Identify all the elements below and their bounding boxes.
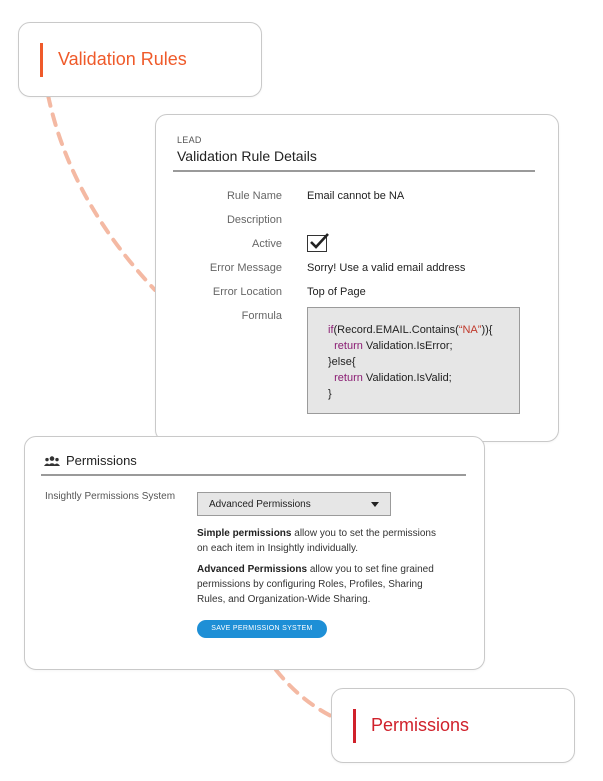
advanced-permissions-description — [197, 562, 447, 607]
field-label: Rule Name — [226, 190, 282, 202]
permissions-system-label: Insightly Permissions System — [45, 491, 176, 502]
field-active — [156, 238, 558, 258]
permissions-system-select[interactable] — [197, 492, 391, 516]
formula-line: } — [328, 388, 332, 400]
permissions-header — [44, 453, 137, 468]
field-label: Error Location — [212, 286, 282, 298]
callout-accent-bar — [353, 709, 356, 743]
field-label: Active — [252, 238, 282, 250]
users-icon — [44, 456, 60, 466]
callout-label: Permissions — [371, 715, 470, 735]
field-error-message — [156, 262, 558, 282]
formula-code-box[interactable] — [307, 307, 520, 414]
field-description — [156, 214, 558, 234]
callout-accent-bar — [40, 43, 43, 77]
code-text: (Record.EMAIL.Contains( — [333, 324, 459, 336]
term-bold: Advanced Permissions — [197, 564, 308, 575]
simple-permissions-description — [197, 526, 447, 556]
code-string: “NA” — [458, 324, 482, 336]
field-error-location — [156, 286, 558, 306]
formula-line — [328, 322, 519, 338]
rule-name-value: Email cannot be NA — [307, 190, 405, 202]
code-text: Validation.IsValid; — [362, 372, 452, 384]
error-location-value: Top of Page — [307, 286, 366, 298]
active-checkbox[interactable] — [307, 235, 327, 252]
page-title: Validation Rule Details — [177, 148, 317, 164]
callout-label: Validation Rules — [58, 49, 187, 69]
field-label: Formula — [241, 310, 282, 322]
code-keyword: return — [334, 340, 363, 352]
field-label: Description — [226, 214, 282, 226]
term-bold: Simple permissions — [197, 528, 292, 539]
formula-line: }else{ — [328, 356, 356, 368]
save-permission-system-button[interactable]: SAVE PERMISSION SYSTEM — [197, 620, 327, 638]
description-text: allow you to set the permissions on each item in Insightly individually. — [197, 528, 436, 554]
code-text: Validation.IsError; — [362, 340, 453, 352]
selected-value: Advanced Permissions — [209, 499, 311, 510]
formula-line — [328, 338, 519, 354]
validation-rule-details-card — [155, 114, 559, 442]
section-divider — [41, 474, 466, 476]
title-divider — [173, 170, 535, 172]
checkmark-icon — [308, 232, 330, 252]
code-keyword: if — [328, 324, 334, 336]
description-text: allow you to set fine grained permissions by configuring Roles, Profiles, Sharing Rules, and Organization-Wide Sharing. — [197, 564, 434, 605]
callout-validation-rules — [18, 22, 262, 97]
chevron-down-icon — [371, 502, 379, 507]
error-message-value: Sorry! Use a valid email address — [307, 262, 466, 274]
permissions-card — [24, 436, 485, 670]
section-title: Permissions — [66, 453, 137, 468]
field-label: Error Message — [209, 262, 282, 274]
formula-line — [328, 370, 519, 386]
code-text: )){ — [481, 324, 493, 336]
object-type-label: LEAD — [177, 135, 202, 145]
field-rule-name — [156, 190, 558, 210]
callout-permissions — [331, 688, 575, 763]
code-keyword: return — [334, 372, 363, 384]
